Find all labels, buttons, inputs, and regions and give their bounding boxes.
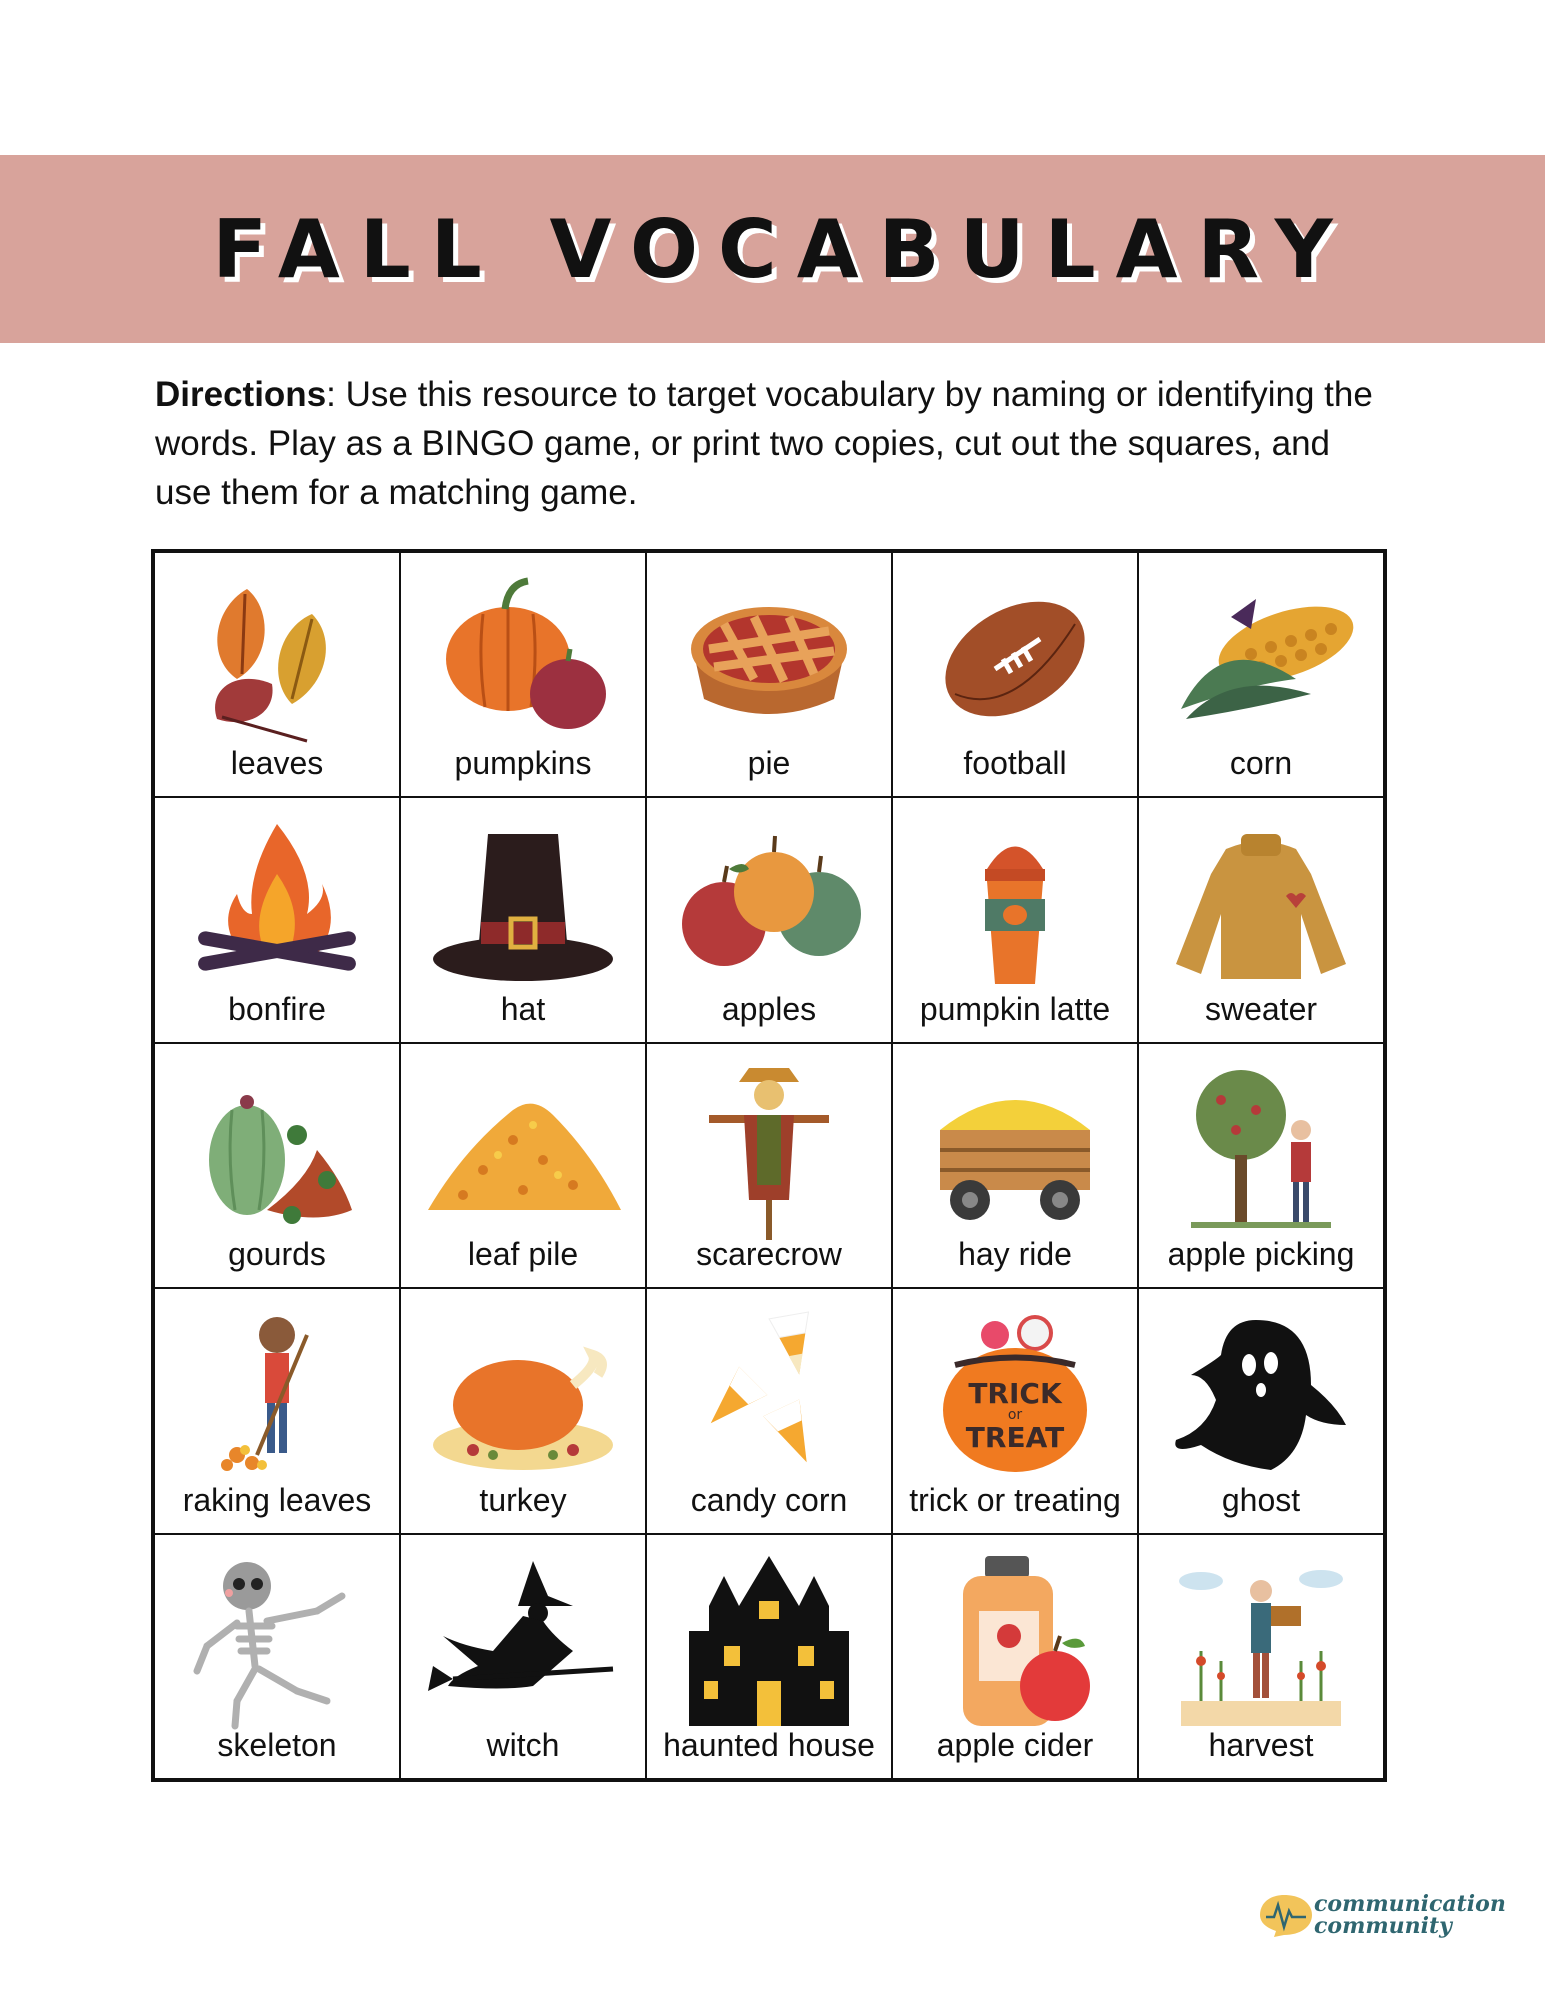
apple-picking-icon [1161, 1060, 1361, 1240]
vocab-card[interactable] [1138, 1288, 1384, 1533]
vocab-card[interactable] [400, 1043, 646, 1288]
vocab-card[interactable] [1138, 1043, 1384, 1288]
harvest-icon [1161, 1551, 1361, 1731]
vocab-card[interactable] [892, 552, 1138, 797]
logo-line-2: community [1314, 1913, 1452, 1939]
vocab-label: leaf pile [467, 1236, 579, 1273]
vocab-card[interactable] [400, 797, 646, 1042]
apples-icon [669, 814, 869, 994]
vocab-card[interactable] [892, 1288, 1138, 1533]
vocab-card[interactable] [1138, 1534, 1384, 1779]
speech-bubble-icon [1258, 1891, 1314, 1939]
hay-ride-icon [915, 1060, 1115, 1240]
brand-logo [1258, 1885, 1518, 1945]
vocab-label: gourds [228, 1236, 326, 1273]
football-icon [915, 569, 1115, 749]
vocab-card[interactable] [400, 1534, 646, 1779]
page-title: FALL VOCABULARY [212, 202, 1353, 296]
vocab-label: apple picking [1167, 1236, 1355, 1273]
logo-line-1: communication [1314, 1891, 1506, 1917]
pie-icon [669, 569, 869, 749]
vocab-label: apples [721, 990, 817, 1027]
title-banner [0, 155, 1545, 343]
trick-or-treat-icon [915, 1305, 1115, 1485]
vocab-card[interactable] [892, 1534, 1138, 1779]
vocab-label: ghost [1221, 1481, 1301, 1518]
vocab-label: harvest [1208, 1726, 1314, 1763]
vocab-label: raking leaves [182, 1481, 372, 1518]
leaves-icon [177, 569, 377, 749]
vocab-label: bonfire [228, 990, 326, 1027]
vocab-label: pie [747, 745, 791, 782]
corn-icon [1161, 569, 1361, 749]
vocab-card[interactable] [400, 1288, 646, 1533]
vocab-card[interactable] [154, 797, 400, 1042]
directions-text: : Use this resource to target vocabulary by naming or identifying the words. Play as a BINGO game, or print two copies, cut out the squares, and use them for a matching game. [155, 375, 1373, 512]
vocab-label: hay ride [958, 1236, 1072, 1273]
trick-text-2: or [1007, 1407, 1023, 1424]
pumpkins-icon [423, 569, 623, 749]
haunted-house-icon [669, 1551, 869, 1731]
skeleton-icon [177, 1551, 377, 1731]
scarecrow-icon [669, 1060, 869, 1240]
apple-cider-icon [915, 1551, 1115, 1731]
vocab-label: football [963, 745, 1067, 782]
sweater-icon [1161, 814, 1361, 994]
pilgrim-hat-icon [423, 814, 623, 994]
vocab-label: corn [1229, 745, 1293, 782]
raking-leaves-icon [177, 1305, 377, 1485]
vocab-label: candy corn [690, 1481, 848, 1518]
vocab-card[interactable] [646, 552, 892, 797]
vocab-label: leaves [230, 745, 324, 782]
vocab-label: turkey [479, 1481, 567, 1518]
vocab-label: witch [486, 1726, 560, 1763]
vocab-label: hat [500, 990, 546, 1027]
vocab-card[interactable] [154, 1043, 400, 1288]
leaf-pile-icon [423, 1060, 623, 1240]
bonfire-icon [177, 814, 377, 994]
vocabulary-grid [151, 549, 1387, 1782]
gourds-icon [177, 1060, 377, 1240]
vocab-label: scarecrow [696, 1236, 842, 1273]
vocab-label: apple cider [936, 1726, 1094, 1763]
vocab-label: pumpkins [454, 745, 592, 782]
vocab-label: trick or treating [909, 1481, 1121, 1518]
directions-paragraph [155, 370, 1385, 517]
vocab-card[interactable] [646, 1043, 892, 1288]
vocab-card[interactable] [1138, 797, 1384, 1042]
vocab-card[interactable] [892, 1043, 1138, 1288]
candy-corn-icon [669, 1305, 869, 1485]
vocab-card[interactable] [1138, 552, 1384, 797]
vocab-label: pumpkin latte [919, 990, 1111, 1027]
vocab-card[interactable] [646, 1288, 892, 1533]
vocab-card[interactable] [154, 1534, 400, 1779]
trick-text-1: TRICK [968, 1377, 1062, 1411]
turkey-icon [423, 1305, 623, 1485]
vocab-card[interactable] [154, 1288, 400, 1533]
vocab-card[interactable] [400, 552, 646, 797]
directions-label: Directions [155, 375, 327, 414]
witch-icon [423, 1551, 623, 1731]
trick-text-3: TREAT [965, 1421, 1065, 1455]
vocab-card[interactable] [154, 552, 400, 797]
vocab-label: skeleton [217, 1726, 337, 1763]
vocab-card[interactable] [892, 797, 1138, 1042]
ghost-icon [1161, 1305, 1361, 1485]
vocab-label: haunted house [663, 1726, 875, 1763]
vocab-label: sweater [1204, 990, 1318, 1027]
pumpkin-latte-icon [915, 814, 1115, 994]
vocab-card[interactable] [646, 797, 892, 1042]
vocab-card[interactable] [646, 1534, 892, 1779]
